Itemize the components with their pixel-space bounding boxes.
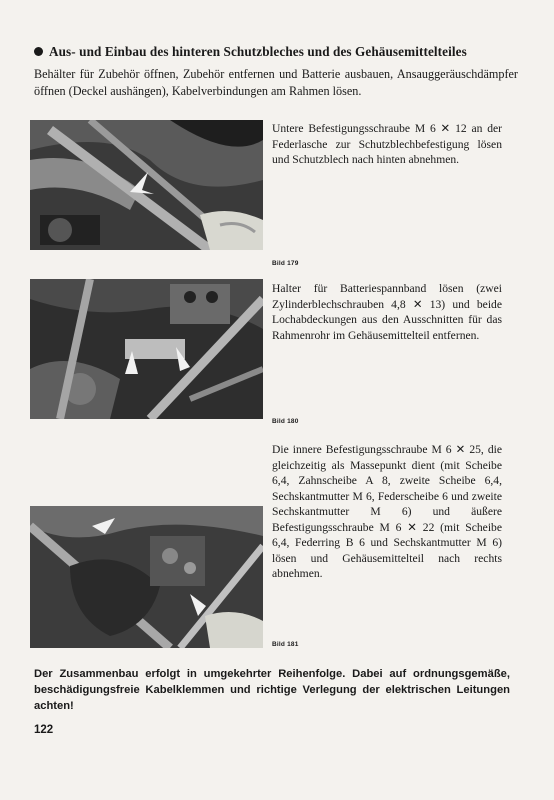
figure-label-180: Bild 180 xyxy=(272,418,299,425)
photo-bild-181 xyxy=(30,506,263,648)
closing-paragraph: Der Zusammenbau erfolgt in umgekehrter Reihenfolge. Dabei auf ordnungsgemäße, beschädigungsfreie Kabelklemmen und richtige Verlegung der elektrischen Leitungen achten! xyxy=(34,668,510,712)
bullet-icon xyxy=(34,47,43,56)
photo-bild-179 xyxy=(30,120,263,250)
photo-bild-180 xyxy=(30,279,263,419)
photo-bild-181-image xyxy=(30,506,263,648)
caption-bild-179: Untere Befestigungsschraube M 6 ✕ 12 an der Federlasche zur Schutzblechbefestigung lösen und Schutzblech nach hinten abnehmen. xyxy=(272,122,502,166)
section-heading xyxy=(34,44,534,60)
caption-bild-181: Die innere Befestigungsschraube M 6 ✕ 25, die gleichzeitig als Massepunkt dient (mit Scheibe 6,4, Zahnscheibe A 8, zweite Scheibe 6,4, Sechskantmutter M 6, Federscheibe 6 und zweite Sechskantmutter M 6) und äußere Befestigungsschraube M 6 ✕ 22 (mit Scheibe 6,4, Federring B 6 und Sechskantmutter M 6) lösen und Gehäusemittelteil nach rechts abnehmen. xyxy=(272,443,502,580)
figure-label-179: Bild 179 xyxy=(272,260,299,267)
caption-bild-180: Halter für Batteriespannband lösen (zwei Zylinderblechschrauben 4,8 ✕ 13) und beide Lochabdeckungen aus den Ausschnitten für das Rahmenrohr im Gehäusemittelteil entfernen. xyxy=(272,282,502,342)
section-heading-text: Aus- und Einbau des hinteren Schutzbleches und des Gehäusemittelteiles xyxy=(49,44,467,59)
figure-label-181: Bild 181 xyxy=(272,641,299,648)
photo-bild-180-image xyxy=(30,279,263,419)
intro-paragraph: Behälter für Zubehör öffnen, Zubehör entfernen und Batterie ausbauen, Ansauggeräuschdämpfer öffnen (Deckel aushängen), Kabelverbindungen am Rahmen lösen. xyxy=(34,67,518,98)
photo-bild-179-image xyxy=(30,120,263,250)
page-number: 122 xyxy=(34,724,54,736)
